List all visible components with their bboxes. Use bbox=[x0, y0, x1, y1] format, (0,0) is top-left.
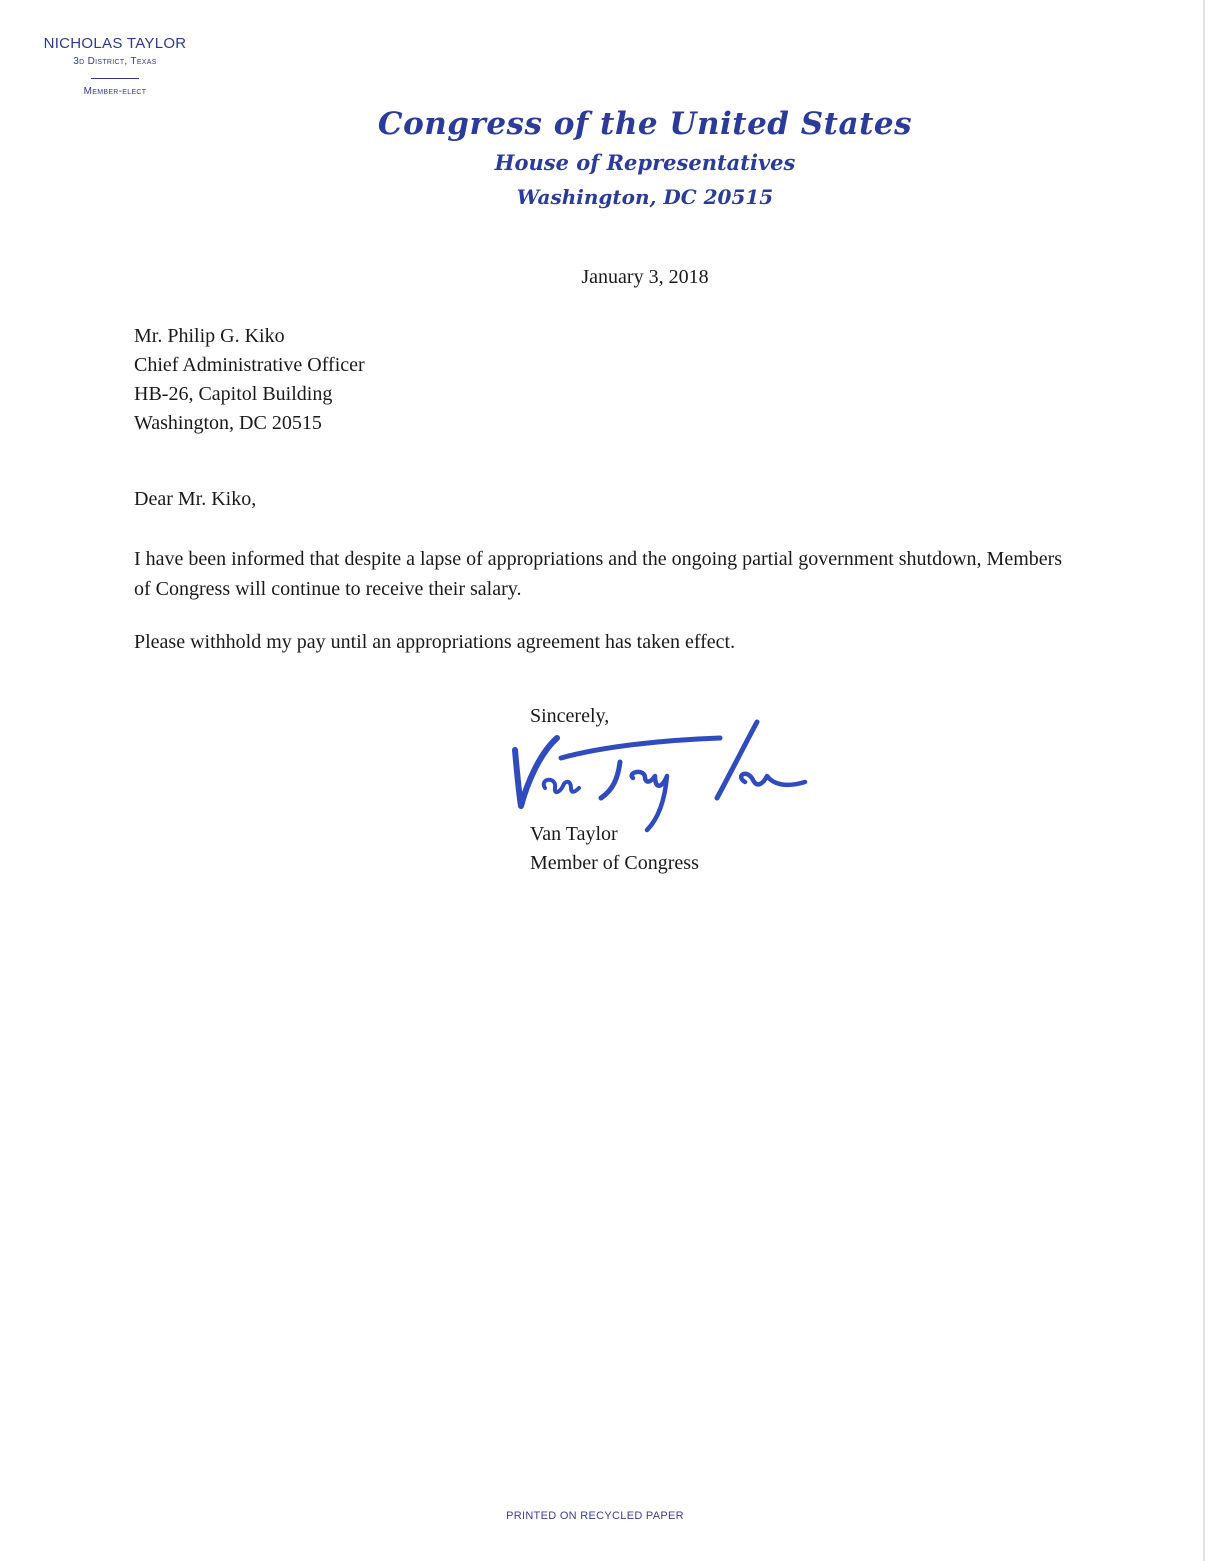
recipient-title: Chief Administrative Officer bbox=[134, 354, 365, 376]
member-divider bbox=[91, 78, 139, 79]
page-edge bbox=[1203, 0, 1205, 1561]
recipient-address bbox=[134, 322, 365, 438]
recipient-street: HB-26, Capitol Building bbox=[134, 383, 333, 405]
body-paragraph-2: Please withhold my pay until an appropriations agreement has taken effect. bbox=[134, 631, 736, 653]
member-name: NICHOLAS TAYLOR bbox=[43, 35, 187, 52]
member-block bbox=[30, 34, 200, 99]
letterhead-congress: Congress of the United States bbox=[377, 106, 913, 142]
salutation: Dear Mr. Kiko, bbox=[134, 488, 257, 510]
member-status: Member-elect bbox=[83, 86, 147, 97]
closing: Sincerely, bbox=[530, 705, 610, 727]
signer-title: Member of Congress bbox=[530, 852, 699, 874]
letter-date: January 3, 2018 bbox=[581, 266, 709, 288]
letterhead-house: House of Representatives bbox=[494, 150, 796, 175]
signer-name: Van Taylor bbox=[530, 823, 618, 845]
recycled-paper-footer: PRINTED ON RECYCLED PAPER bbox=[506, 1510, 684, 1522]
letterhead bbox=[300, 102, 990, 214]
recipient-name: Mr. Philip G. Kiko bbox=[134, 325, 285, 347]
member-district: 3d District, Texas bbox=[73, 56, 157, 67]
signer-block bbox=[530, 820, 699, 878]
recipient-city: Washington, DC 20515 bbox=[134, 412, 322, 434]
letterhead-address: Washington, DC 20515 bbox=[516, 185, 774, 209]
body-paragraph-1: I have been informed that despite a lapse of appropriations and the ongoing partial government shutdown, Members of Congress will continue to receive their salary. bbox=[134, 548, 1063, 600]
